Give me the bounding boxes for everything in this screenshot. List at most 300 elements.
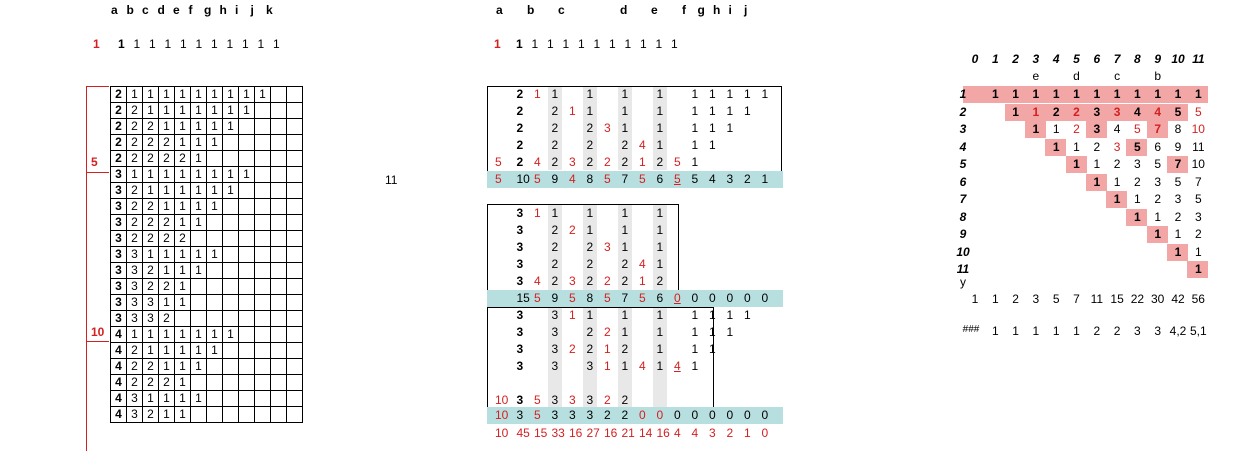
table-cell: 1	[709, 138, 716, 152]
table-cell: 33	[551, 426, 565, 440]
table-cell	[207, 391, 223, 407]
table-cell: 2	[127, 215, 143, 231]
table-cell: 2	[143, 135, 159, 151]
table-cell: 1	[207, 343, 223, 359]
table-cell	[255, 407, 271, 423]
table-cell	[271, 263, 287, 279]
matrix-value: 2	[1194, 227, 1202, 241]
table-cell: 1	[534, 87, 541, 101]
table-cell: 4	[691, 426, 699, 440]
table-cell: 5	[604, 172, 611, 186]
table-cell	[287, 103, 303, 119]
matrix-value: 3	[1174, 192, 1182, 206]
table-cell: 7	[621, 291, 629, 305]
column-letter: b	[126, 3, 134, 17]
table-cell: 1	[621, 206, 629, 220]
table-cell: 1	[191, 359, 207, 375]
table-cell	[239, 407, 255, 423]
table-cell	[239, 295, 255, 311]
table-cell	[287, 87, 303, 103]
column-header: 6	[1093, 52, 1101, 66]
table-cell: 1	[207, 103, 223, 119]
table-cell	[207, 359, 223, 375]
table-cell: 1	[175, 215, 191, 231]
table-cell	[255, 327, 271, 343]
table-cell	[255, 279, 271, 295]
matrix-value: 2	[1073, 122, 1080, 136]
total-value: 7	[1073, 292, 1080, 306]
table-cell: 1	[691, 342, 699, 356]
table-cell	[191, 407, 207, 423]
table-cell: 3	[516, 206, 524, 220]
table-cell: 2	[621, 408, 629, 422]
total-value: 5	[1052, 292, 1060, 306]
table-cell: 10	[495, 408, 509, 422]
top-row-value: 1	[624, 37, 632, 51]
table-cell: 2	[516, 155, 524, 169]
table-cell	[207, 375, 223, 391]
table-cell: 3	[111, 167, 127, 183]
table-cell: 0	[744, 408, 751, 422]
table-cell: 1	[223, 87, 239, 103]
table-cell	[271, 167, 287, 183]
table-cell: 1	[207, 199, 223, 215]
table-cell	[255, 231, 271, 247]
column-header: 2	[1012, 52, 1019, 66]
table-row	[111, 215, 303, 231]
top-row-value: 1	[531, 37, 539, 51]
table-cell: 1	[159, 167, 175, 183]
table-cell: 2	[143, 375, 159, 391]
table-cell: 1	[761, 172, 769, 186]
total-value: 2	[1012, 292, 1019, 306]
table-cell	[271, 87, 287, 103]
column-letter: j	[744, 3, 748, 17]
table-cell: 3	[726, 172, 734, 186]
table-cell: 1	[143, 87, 159, 103]
table-cell: 1	[191, 199, 207, 215]
table-cell: 6	[656, 172, 664, 186]
table-cell: 2	[159, 279, 175, 295]
matrix-value: 1	[1052, 87, 1060, 101]
column-header: 11	[1192, 52, 1205, 66]
table-cell: 1	[726, 87, 734, 101]
bottom-value: 3	[1134, 324, 1141, 338]
table-cell	[287, 215, 303, 231]
table-cell: 1	[175, 375, 191, 391]
table-row	[111, 391, 303, 407]
total-value: 1	[991, 292, 999, 306]
table-cell: 3	[111, 215, 127, 231]
bottom-value: 1	[1073, 324, 1080, 338]
table-cell: 3	[111, 199, 127, 215]
row-label: 5	[91, 155, 98, 169]
top-row-value: 1	[164, 37, 172, 51]
table-cell: 3	[516, 342, 524, 356]
top-row-value: 1	[562, 37, 570, 51]
table-cell: 3	[127, 247, 143, 263]
table-cell	[239, 391, 255, 407]
table-cell: 0	[674, 291, 681, 305]
table-row	[111, 407, 303, 423]
table-cell: 3	[127, 295, 143, 311]
matrix-value: 5	[1134, 139, 1141, 154]
bottom-value: 1	[1012, 324, 1019, 338]
table-cell: 1	[656, 206, 664, 220]
table-cell: 1	[709, 121, 716, 135]
top-row-value: 1	[226, 37, 234, 51]
bracket-line	[86, 171, 109, 342]
matrix-value: 2	[1093, 139, 1101, 154]
table-cell: 1	[726, 308, 734, 322]
table-cell	[207, 311, 223, 327]
table-cell: 1	[656, 138, 664, 152]
table-cell: 45	[516, 426, 530, 440]
table-cell: 15	[534, 426, 548, 440]
table-cell: 3	[516, 308, 524, 322]
table-cell: 2	[656, 274, 664, 288]
matrix-value: 1	[1032, 87, 1040, 101]
table-cell: 3	[569, 274, 576, 288]
table-cell	[239, 375, 255, 391]
table-cell	[223, 231, 239, 247]
table-cell: 2	[143, 119, 159, 135]
bottom-label: ###	[962, 324, 980, 335]
column-header: 3	[1032, 52, 1040, 66]
table-cell: 1	[175, 327, 191, 343]
table-cell: 1	[586, 87, 594, 101]
table-row	[111, 359, 303, 375]
matrix-value: 5	[1134, 122, 1141, 136]
table-cell: 2	[159, 231, 175, 247]
table-cell: 2	[551, 240, 559, 254]
matrix-value: 4	[1134, 104, 1141, 119]
table-cell	[191, 279, 207, 295]
table-cell: 1	[127, 167, 143, 183]
table-cell: 5	[534, 172, 541, 186]
table-cell	[175, 311, 191, 327]
table-cell	[255, 103, 271, 119]
matrix-value: 3	[1134, 157, 1141, 171]
table-cell: 3	[569, 408, 576, 422]
table-cell: 3	[143, 311, 159, 327]
table-cell: 2	[127, 375, 143, 391]
table-cell	[287, 167, 303, 183]
table-cell: 0	[761, 426, 769, 440]
top-row-value: 1	[242, 37, 249, 51]
table-cell: 1	[744, 308, 751, 322]
table-cell: 1	[656, 240, 664, 254]
table-cell: 3	[516, 359, 524, 373]
table-cell: 1	[175, 407, 191, 423]
matrix-value: 1	[1134, 192, 1141, 206]
column-letter: d	[1073, 69, 1080, 83]
table-cell: 3	[111, 311, 127, 327]
table-cell: 1	[709, 87, 716, 101]
table-cell	[271, 391, 287, 407]
table-cell: 16	[604, 426, 618, 440]
column-letter: c	[142, 3, 149, 17]
table-cell: 1	[726, 325, 734, 339]
column-header: 1	[991, 52, 999, 66]
table-cell: 4	[111, 375, 127, 391]
column-letter: h	[713, 3, 721, 17]
table-cell: 5	[674, 155, 681, 169]
row-label: 4	[959, 139, 967, 154]
row-label: 3	[959, 122, 967, 136]
table-cell: 2	[143, 215, 159, 231]
row-label: 8	[959, 209, 967, 224]
table-cell	[271, 295, 287, 311]
table-cell: 2	[621, 155, 629, 169]
table-cell	[287, 407, 303, 423]
table-cell: 4	[569, 172, 576, 186]
table-cell: 1	[191, 135, 207, 151]
column-header: 10	[1171, 52, 1185, 66]
table-cell: 1	[143, 183, 159, 199]
table-cell: 1	[656, 308, 664, 322]
table-cell	[207, 295, 223, 311]
matrix-value: 2	[1052, 104, 1060, 119]
bottom-value: 1	[1032, 324, 1040, 338]
table-row	[111, 247, 303, 263]
table-cell: 4	[639, 257, 646, 271]
table-cell: 2	[159, 151, 175, 167]
table-cell: 3	[516, 240, 524, 254]
table-cell: 1	[175, 295, 191, 311]
table-cell: 1	[159, 327, 175, 343]
matrix-value: 1	[1154, 209, 1162, 224]
table-cell: 4	[674, 359, 681, 373]
matrix-value: 2	[1073, 104, 1080, 119]
row-label: 6	[959, 174, 967, 189]
table-cell: 1	[159, 183, 175, 199]
table-row	[111, 183, 303, 199]
table-cell: 14	[639, 426, 653, 440]
table-cell: 3	[111, 183, 127, 199]
table-cell	[255, 183, 271, 199]
table-cell	[271, 375, 287, 391]
table-cell: 4	[639, 359, 646, 373]
row-label: 9	[959, 227, 967, 241]
table-cell: 5	[674, 172, 681, 186]
table-cell: 0	[726, 408, 734, 422]
table-cell: 1	[159, 359, 175, 375]
table-cell: 2	[586, 325, 594, 339]
table-cell	[271, 119, 287, 135]
table-row	[111, 295, 303, 311]
table-cell	[255, 359, 271, 375]
table-cell	[255, 135, 271, 151]
column-letter: g	[204, 3, 212, 17]
top-row-value: 1	[578, 37, 585, 51]
table-cell: 5	[534, 393, 541, 407]
row-band	[487, 407, 783, 424]
column-letter: e	[1032, 69, 1040, 83]
table-cell: 1	[255, 87, 271, 103]
matrix-value: 3	[1113, 139, 1121, 154]
table-cell: 2	[175, 231, 191, 247]
table-cell: 6	[656, 291, 664, 305]
column-header: 7	[1113, 52, 1121, 66]
table-cell: 1	[175, 263, 191, 279]
matrix-value: 5	[1154, 157, 1162, 171]
table-cell: 1	[656, 342, 664, 356]
table-cell	[239, 279, 255, 295]
table-cell: 10	[495, 426, 509, 440]
matrix-value: 1	[1052, 122, 1060, 136]
table-cell: 3	[709, 426, 716, 440]
mid-partition-table	[487, 86, 787, 445]
table-cell: 1	[691, 359, 699, 373]
table-cell: 1	[159, 247, 175, 263]
table-cell: 2	[604, 393, 611, 407]
table-cell: 1	[191, 391, 207, 407]
table-row	[111, 279, 303, 295]
table-cell: 1	[691, 121, 699, 135]
table-cell	[223, 151, 239, 167]
table-cell: 2	[516, 138, 524, 152]
table-cell: 4	[111, 391, 127, 407]
table-cell: 1	[621, 104, 629, 118]
table-cell: 1	[656, 223, 664, 237]
top-row-value: 1	[547, 37, 554, 51]
table-cell	[239, 215, 255, 231]
table-cell	[287, 279, 303, 295]
table-cell: 1	[143, 103, 159, 119]
table-cell: 1	[709, 325, 716, 339]
bottom-value: 3	[1154, 324, 1162, 338]
table-cell: 1	[159, 103, 175, 119]
table-cell: 1	[175, 87, 191, 103]
table-cell: 3	[111, 279, 127, 295]
table-cell: 1	[191, 103, 207, 119]
table-row	[111, 87, 303, 103]
table-cell: 2	[159, 375, 175, 391]
column-letter: a	[496, 3, 503, 17]
column-letter: c	[558, 3, 565, 17]
column-letter: i	[728, 3, 732, 17]
table-cell: 2	[159, 215, 175, 231]
table-cell: 0	[709, 408, 716, 422]
table-cell	[287, 391, 303, 407]
table-cell: 4	[534, 274, 541, 288]
column-letter: g	[697, 3, 705, 17]
table-cell: 1	[621, 87, 629, 101]
table-cell: 15	[516, 291, 530, 305]
table-cell: 0	[744, 291, 751, 305]
table-cell: 1	[656, 121, 664, 135]
table-row	[111, 311, 303, 327]
table-cell: 2	[159, 311, 175, 327]
matrix-value: 1	[1194, 87, 1202, 101]
table-cell: 0	[674, 408, 681, 422]
row-label: 1	[494, 37, 501, 51]
table-cell: 1	[191, 215, 207, 231]
table-cell: 5	[495, 172, 502, 186]
table-cell: 2	[127, 183, 143, 199]
top-row-value: 1	[195, 37, 203, 51]
table-cell: 2	[586, 257, 594, 271]
top-row-value: 1	[516, 37, 523, 51]
table-cell	[223, 247, 239, 263]
block-border	[487, 86, 782, 172]
table-cell: 2	[586, 155, 594, 169]
table-cell: 10	[495, 393, 509, 407]
table-cell: 1	[551, 87, 559, 101]
table-cell: 2	[586, 121, 594, 135]
column-letter: e	[173, 3, 180, 17]
table-cell: 3	[604, 121, 611, 135]
total-value: 42	[1171, 292, 1185, 306]
table-cell: 1	[656, 257, 664, 271]
table-cell: 2	[551, 223, 559, 237]
column-letter: i	[235, 3, 239, 17]
table-cell: 1	[159, 199, 175, 215]
matrix-value: 2	[1174, 209, 1182, 224]
table-cell	[271, 327, 287, 343]
table-cell: 3	[551, 308, 559, 322]
table-cell	[271, 231, 287, 247]
table-cell	[207, 263, 223, 279]
table-cell: 1	[175, 391, 191, 407]
table-cell: 1	[175, 343, 191, 359]
table-cell	[287, 375, 303, 391]
column-letter: f	[682, 3, 686, 17]
table-cell	[223, 295, 239, 311]
table-cell: 1	[159, 263, 175, 279]
table-cell: 1	[656, 325, 664, 339]
table-cell: 1	[175, 279, 191, 295]
table-cell: 5	[569, 291, 576, 305]
table-cell: 1	[191, 167, 207, 183]
total-value: 30	[1151, 292, 1165, 306]
table-cell: 1	[621, 223, 629, 237]
top-row-value: 1	[273, 37, 280, 51]
table-cell: 1	[175, 247, 191, 263]
table-cell: 3	[127, 263, 143, 279]
table-cell	[255, 311, 271, 327]
table-cell	[287, 247, 303, 263]
table-cell	[223, 407, 239, 423]
table-cell: 3	[604, 240, 611, 254]
table-cell: 1	[726, 121, 734, 135]
table-cell: 2	[143, 359, 159, 375]
matrix-value: 8	[1174, 122, 1182, 136]
top-row-value: 1	[609, 37, 616, 51]
table-cell: 4	[674, 426, 681, 440]
table-cell: 0	[761, 291, 769, 305]
table-cell: 3	[551, 408, 559, 422]
table-cell: 2	[127, 119, 143, 135]
table-cell	[255, 151, 271, 167]
row-label: 11	[956, 262, 970, 276]
matrix-value: 5	[1174, 104, 1182, 119]
table-cell: 3	[111, 231, 127, 247]
table-cell: 3	[127, 279, 143, 295]
matrix-value: 1	[1113, 174, 1121, 189]
table-cell: 1	[207, 183, 223, 199]
table-cell	[255, 215, 271, 231]
table-cell: 2	[127, 359, 143, 375]
table-cell: 3	[111, 263, 127, 279]
table-cell	[271, 279, 287, 295]
table-cell: 1	[691, 104, 699, 118]
row-label: 5	[959, 157, 967, 171]
matrix-value: 5	[1194, 192, 1202, 206]
table-cell	[191, 295, 207, 311]
table-cell: 1	[175, 167, 191, 183]
